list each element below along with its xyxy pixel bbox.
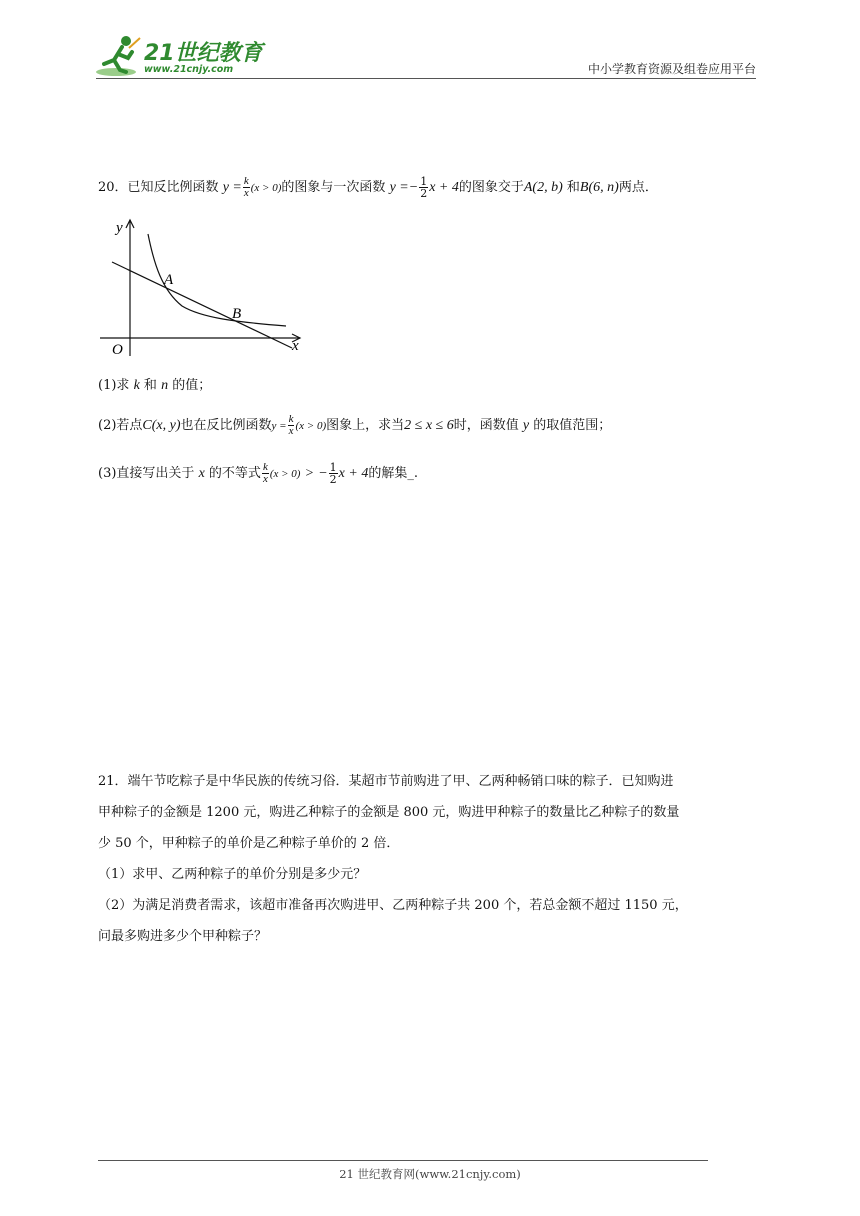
math-y-eq: y = <box>222 180 242 195</box>
q21-line-4: （1）求甲、乙两种粽子的单价分别是多少元？ <box>98 867 367 882</box>
text: 也在反比例函数 <box>180 418 272 433</box>
runner-icon <box>96 34 142 78</box>
math-range: 2 ≤ x ≤ 6 <box>404 418 454 433</box>
fraction-one-half <box>329 462 338 485</box>
function-graph <box>96 214 308 362</box>
text: (3)直接写出关于 <box>98 466 195 481</box>
logo-text: 21世纪教育 <box>144 41 263 66</box>
math-y-eq: y = <box>271 420 287 432</box>
point-b: B(6, n) <box>579 180 619 195</box>
q21-line-6: 问最多购进多少个甲种粽子？ <box>98 929 268 944</box>
math-linear-tail: x + 4 <box>429 180 459 195</box>
math-domain: (x > 0) <box>269 468 301 480</box>
q21-block <box>98 766 762 952</box>
origin-label: O <box>112 342 123 358</box>
text: 的不等式 <box>208 466 261 481</box>
q21-line-2: 甲种粽子的金额是 1200 元，购进乙种粽子的金额是 800 元，购进甲种粽子的数量比乙种粽子的数量 <box>98 805 680 820</box>
frac-den: x <box>288 425 294 437</box>
frac-num: k <box>243 175 249 187</box>
q20-number: 20． <box>98 180 128 195</box>
q20-part-2 <box>98 414 611 437</box>
q20-text-1: 已知反比例函数 <box>127 180 219 195</box>
frac-den: x <box>262 473 268 485</box>
math-gt: > <box>304 466 315 481</box>
frac-den: 2 <box>329 473 337 486</box>
q20-part-3 <box>98 462 418 485</box>
point-a-label: A <box>164 272 174 288</box>
y-axis-label: y <box>116 220 123 236</box>
text: 的取值范围； <box>533 418 612 433</box>
q20-stem <box>98 176 658 199</box>
text: 时，函数值 <box>453 418 519 433</box>
frac-num: k <box>288 413 294 425</box>
fraction-one-half <box>419 176 428 199</box>
frac-den: 2 <box>420 187 428 200</box>
q20-text-3: 的图象交于 <box>458 180 524 195</box>
q20-text-4: 和 <box>566 180 580 195</box>
text: (2)若点 <box>98 418 143 433</box>
fraction-k-over-x <box>262 462 269 485</box>
frac-num: 1 <box>420 175 428 188</box>
q21-line-3: 少 50 个，甲种粽子的单价是乙种粽子单价的 2 倍． <box>98 836 400 851</box>
logo-url: www.21cnjy.com <box>144 64 234 75</box>
math-y-eq: y = <box>389 180 409 195</box>
site-logo <box>96 34 266 80</box>
header-platform-text: 中小学教育资源及组卷应用平台 <box>587 62 756 76</box>
q20-text-2: 的图象与一次函数 <box>281 180 386 195</box>
x-axis-label: x <box>292 338 299 354</box>
text: (1)求 <box>98 378 130 393</box>
frac-den: x <box>243 187 249 199</box>
math-y: y <box>522 418 530 433</box>
point-a: A(2, b) <box>523 180 563 195</box>
math-k: k <box>133 378 140 393</box>
header-divider <box>96 78 756 79</box>
text: 图象上，求当 <box>326 418 405 433</box>
math-domain: (x > 0) <box>295 420 327 432</box>
math-minus: − <box>408 180 419 195</box>
math-domain: (x > 0) <box>250 182 282 194</box>
footer-divider <box>98 1160 708 1161</box>
fraction-k-over-x <box>243 176 250 199</box>
fraction-k-over-x <box>288 414 295 437</box>
point-c: C(x, y) <box>142 418 181 433</box>
math-n: n <box>161 378 169 393</box>
linear-function-line <box>112 262 292 348</box>
frac-num: k <box>262 461 268 473</box>
q20-part-1 <box>98 376 211 396</box>
text: 的解集_. <box>368 466 418 481</box>
footer-text: 21 世纪教育网(www.21cnjy.com) <box>339 1167 521 1181</box>
math-minus: − <box>318 466 328 481</box>
text: 和 <box>143 378 157 393</box>
q21-line-1: 21．端午节吃粽子是中华民族的传统习俗．某超市节前购进了甲、乙两种畅销口味的粽子．已知购进 <box>98 774 674 789</box>
text: 的值； <box>172 378 212 393</box>
q20-text-5: 两点． <box>618 180 658 195</box>
math-x: x <box>198 466 205 481</box>
frac-num: 1 <box>329 461 337 474</box>
q21-line-5: （2）为满足消费者需求，该超市准备再次购进甲、乙两种粽子共 200 个，若总金额不超过 1150 元， <box>98 898 688 913</box>
math-linear-tail: x + 4 <box>338 466 369 481</box>
point-b-label: B <box>232 306 242 322</box>
